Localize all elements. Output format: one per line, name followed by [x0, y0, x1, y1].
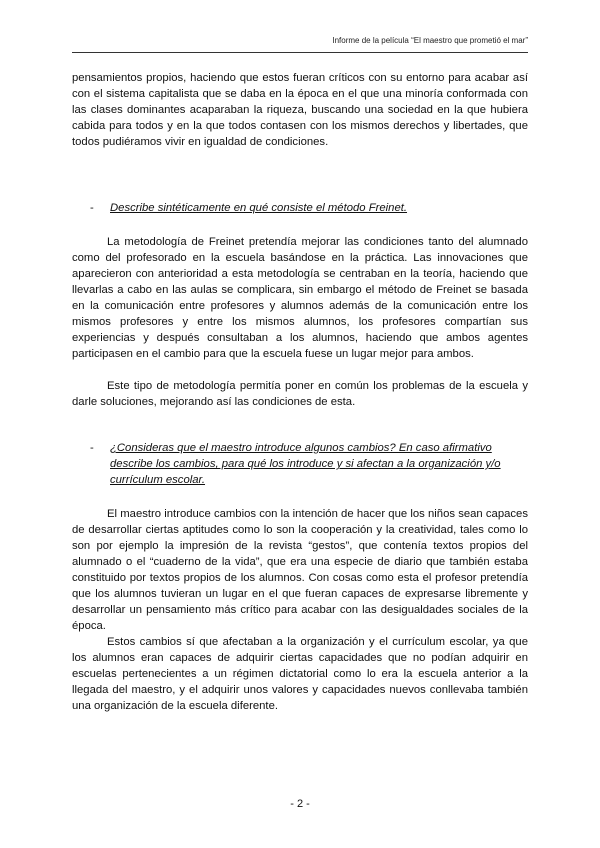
intro-paragraph: pensamientos propios, haciendo que estos fueran críticos con su entorno para acabar así con el sistema capitalista que se daba en la época en el que una minoría conformada con las clases dominantes acaparaban la riqueza, buscando una sociedad en la que hubiera cabida para todos y en la que todos contasen con los mismos derechos y libertades, que todos pudiéramos vivir en igualdad de condiciones. — [72, 72, 528, 148]
list-dash: - — [90, 202, 94, 214]
header-divider — [72, 52, 528, 53]
question-freinet-text: Describe sintéticamente en qué consiste el método Freinet. — [110, 202, 408, 214]
question-freinet — [90, 200, 528, 216]
question-changes-text: ¿Consideras que el maestro introduce algunos cambios? En caso afirmativo describe los cambios, para qué los introduce y si afectan a la organización y/o currículum escolar. — [110, 442, 501, 486]
answer-freinet-paragraph-2: Este tipo de metodología permitía poner en común los problemas de la escuela y darle soluciones, mejorando así las condiciones de esta. — [72, 380, 528, 408]
answer-changes-paragraph-2: Estos cambios sí que afectaban a la organización y el currículum escolar, ya que los alumnos eran capaces de adquirir ciertas capacidades que no podían adquirir en escuelas pertenecientes a un régimen dictatorial como lo era la escuela anterior a la llegada del maestro, y el adquirir unos valores y capacidades nuevos conllevaba también una organización de la escuela diferente. — [72, 636, 528, 712]
page-number: - 2 - — [290, 798, 310, 810]
answer-freinet-paragraph-1: La metodología de Freinet pretendía mejorar las condiciones tanto del alumnado como del profesorado en la escuela basándose en la práctica. Las innovaciones que aparecieron con anterioridad a esta metodología se centraban en la teoría, haciendo que llevarlas a cabo en las aulas se complicara, sin embargo el método de Freinet se basada en la comunicación entre profesores y alumnos además de la comunicación entre los mismos profesores y entre los mismos alumnos, los profesores compartían sus experiencias y después consultaban a los alumnos, haciendo que ambos agentes participasen en el cambio para que la escuela fuese un lugar mejor para ambos. — [72, 236, 528, 360]
answer-changes-paragraph-1: El maestro introduce cambios con la intención de hacer que los niños sean capaces de desarrollar ciertas aptitudes como lo son la cooperación y la creatividad, tales como lo son por ejemplo la impresión de la revista “gestos”, que contenía textos propios del alumnado o el “cuaderno de la vida”, que era una especie de diario que también estaba constituido por textos propios de los alumnos. Con cosas como esta el profesor pretendía que los alumnos tuvieran un lugar en el que fueran capaces de expresarse libremente y desarrollar un pensamiento más crítico para acabar con las desigualdades sociales de la época. — [72, 508, 528, 632]
list-dash: - — [90, 442, 94, 454]
question-changes — [90, 440, 528, 488]
running-header: Informe de la película “El maestro que prometió el mar” — [332, 36, 528, 45]
